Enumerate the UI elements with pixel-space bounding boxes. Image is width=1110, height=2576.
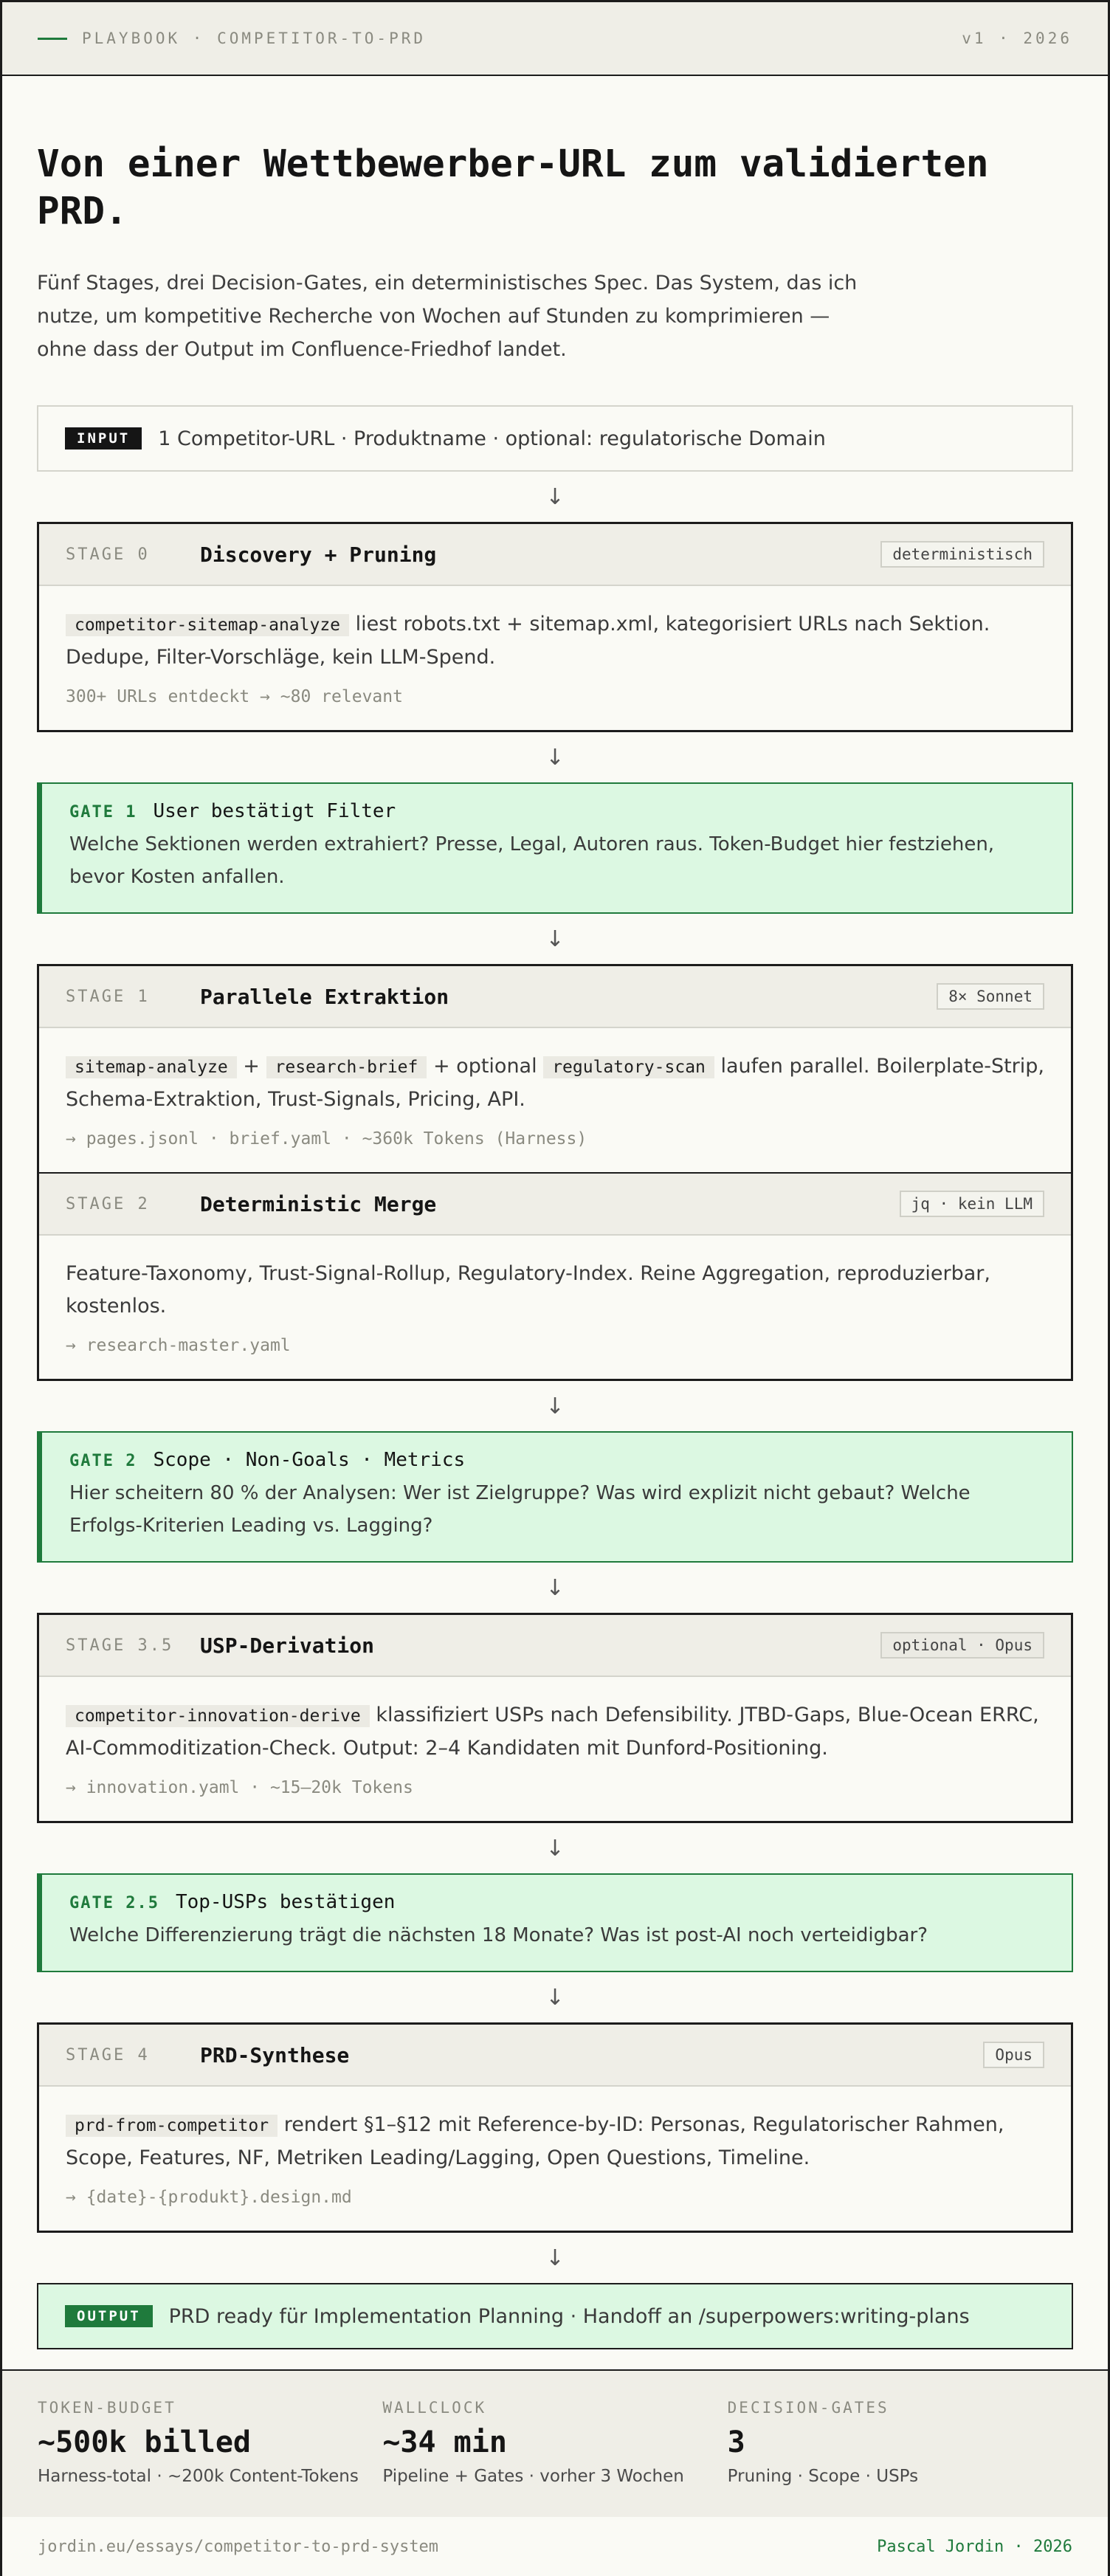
arrow-down-icon: ↓ [545,1574,565,1601]
stage-description-text: liest robots.txt + sitemap.xml, kategorisiert URLs nach Sektion. Dedupe, Filter-Vorschläge, kein LLM-Spend. [66,613,990,669]
stage-3-5-box [37,1613,1073,1823]
skill-code: sitemap-analyze [66,1056,237,1078]
stage-body [39,1677,1071,1821]
stage-number: STAGE 2 [66,1194,150,1213]
stage-badge: jq · kein LLM [900,1191,1044,1217]
stage-note: → innovation.yaml · ~15–20k Tokens [66,1778,413,1797]
stat-label: TOKEN-BUDGET [38,2399,176,2417]
stat-value: 3 [727,2425,745,2459]
gate-number: GATE 2 [69,1452,137,1470]
gate-header [69,1449,1045,1471]
skill-code: regulatory-scan [543,1056,714,1078]
stat-wallclock [382,2371,727,2517]
connector-text: + optional [427,1055,544,1078]
stage-0-box [37,522,1073,732]
stage-title: Discovery + Pruning [200,542,437,567]
page-title: Von einer Wettbewerber-URL zum validierten PRD. [37,142,989,233]
gate-2-5-box [37,1873,1073,1972]
gate-header [69,1891,1045,1913]
stage-description [66,1050,1044,1116]
stage-body [39,1236,1071,1379]
main-content [2,141,1108,2349]
stage-header [39,2025,1071,2087]
stage-number: STAGE 4 [66,2045,150,2064]
gate-text: Hier scheitern 80 % der Analysen: Wer ist Zielgruppe? Was wird explizit nicht gebaut? Welche Erfolgs-Kriterien Leading vs. Lagging? [69,1482,971,1537]
stage-number: STAGE 1 [66,987,150,1006]
skill-code: prd-from-competitor [66,2115,278,2137]
stage-badge: deterministisch [880,541,1044,568]
input-text: 1 Competitor-URL · Produktname · optional: regulatorische Domain [158,427,826,450]
footer [2,2517,1108,2576]
gate-number: GATE 2.5 [69,1894,159,1912]
arrow-down-icon: ↓ [545,1393,565,1419]
gate-title: Top-USPs bestätigen [175,1891,396,1913]
stage-description-text: rendert §1–§12 mit Reference-by-ID: Personas, Regulatorischer Rahmen, Scope, Features, NF, Metriken Leading/Lagging, Open Questions, Timeline. [66,2113,1004,2169]
connector-text: + [236,1055,266,1078]
stage-body [39,1028,1071,1172]
stage-badge: Opus [983,2042,1044,2068]
stat-label: WALLCLOCK [382,2399,487,2417]
stat-subtext: Harness-total · ~200k Content-Tokens [38,2467,359,2486]
arrow-down-icon: ↓ [545,744,565,771]
stage-badge: 8× Sonnet [937,983,1044,1010]
stats-bar [2,2369,1108,2517]
stage-description-text: laufen parallel. Boilerplate-Strip, Schema-Extraktion, Trust-Signals, Pricing, API. [66,1055,1045,1111]
arrow-down-icon: ↓ [545,1835,565,1862]
stage-number: STAGE 3.5 [66,1636,174,1655]
stage-header [39,1615,1071,1677]
stat-subtext: Pipeline + Gates · vorher 3 Wochen [382,2467,684,2486]
output-tag: OUTPUT [65,2305,153,2327]
input-tag: INPUT [65,427,142,450]
stat-decision-gates [728,2371,1072,2517]
gate-text: Welche Sektionen werden extrahiert? Presse, Legal, Autoren raus. Token-Budget hier festziehen, bevor Kosten anfallen. [69,833,995,888]
skill-code: research-brief [266,1056,427,1078]
output-text: PRD ready für Implementation Planning · Handoff an /superpowers:writing-plans [168,2304,970,2328]
gate-title: User bestätigt Filter [153,800,396,822]
stat-value: ~500k billed [38,2425,251,2459]
gate-2-box [37,1431,1073,1563]
stage-title: Deterministic Merge [200,1191,437,1216]
stat-token-budget [38,2371,382,2517]
gate-text: Welche Differenzierung trägt die nächsten 18 Monate? Was ist post-AI noch verteidigbar? [69,1924,928,1946]
stage-number: STAGE 0 [66,545,150,564]
stage-description: Feature-Taxonomy, Trust-Signal-Rollup, Regulatory-Index. Reine Aggregation, reproduzierbar, kostenlos. [66,1262,990,1318]
stage-badge: optional · Opus [880,1632,1044,1659]
stage-1-2-box [37,964,1073,1381]
skill-code: competitor-innovation-derive [66,1705,370,1727]
lead-paragraph: Fünf Stages, drei Decision-Gates, ein deterministisches Spec. Das System, das ich nutze, um kompetitive Recherche von Wochen auf Stunden zu komprimieren — ohne dass der Output im Confluence-Friedhof landet. [37,272,858,361]
stage-body [39,586,1071,730]
top-bar-left [38,30,426,47]
gate-1-box [37,782,1073,914]
author-credit: Pascal Jordin · 2026 [877,2537,1072,2556]
stage-title: Parallele Extraktion [200,984,449,1009]
stage-description [66,608,1044,674]
stage-header [39,524,1071,586]
stage-note: → {date}-{produkt}.design.md [66,2188,352,2207]
gate-header [69,800,1045,822]
version-label: v1 · 2026 [962,30,1072,47]
stage-header [39,966,1071,1028]
accent-rule [38,38,67,40]
stat-value: ~34 min [382,2425,507,2459]
stage-description [66,1699,1044,1765]
essay-link[interactable]: jordin.eu/essays/competitor-to-prd-system [38,2537,439,2556]
output-box [37,2283,1073,2349]
stage-note: 300+ URLs entdeckt → ~80 relevant [66,687,403,706]
stat-label: DECISION-GATES [727,2399,889,2417]
arrow-down-icon: ↓ [545,483,565,510]
playbook-label: PLAYBOOK · COMPETITOR-TO-PRD [82,30,427,47]
stage-title: PRD-Synthese [200,2042,350,2067]
skill-code: competitor-sitemap-analyze [66,614,349,636]
stage-description [66,2109,1044,2174]
arrow-down-icon: ↓ [545,2245,565,2271]
stage-note: → research-master.yaml [66,1336,291,1355]
input-box [37,405,1073,472]
stage-title: USP-Derivation [200,1633,375,1658]
stage-4-box [37,2022,1073,2233]
stage-note: → pages.jsonl · brief.yaml · ~360k Tokens (Harness) [66,1129,587,1148]
stage-description-text: klassifiziert USPs nach Defensibility. JTBD-Gaps, Blue-Ocean ERRC, AI-Commoditization-Check. Output: 2–4 Kandidaten mit Dunford-Positioning. [66,1704,1039,1760]
stage-header [39,1174,1071,1236]
top-bar [2,2,1108,76]
arrow-down-icon: ↓ [545,1984,565,2011]
gate-title: Scope · Non-Goals · Metrics [153,1449,466,1471]
gate-number: GATE 1 [69,803,137,822]
stat-subtext: Pruning · Scope · USPs [727,2467,919,2486]
stage-body [39,2087,1071,2231]
arrow-down-icon: ↓ [545,926,565,952]
